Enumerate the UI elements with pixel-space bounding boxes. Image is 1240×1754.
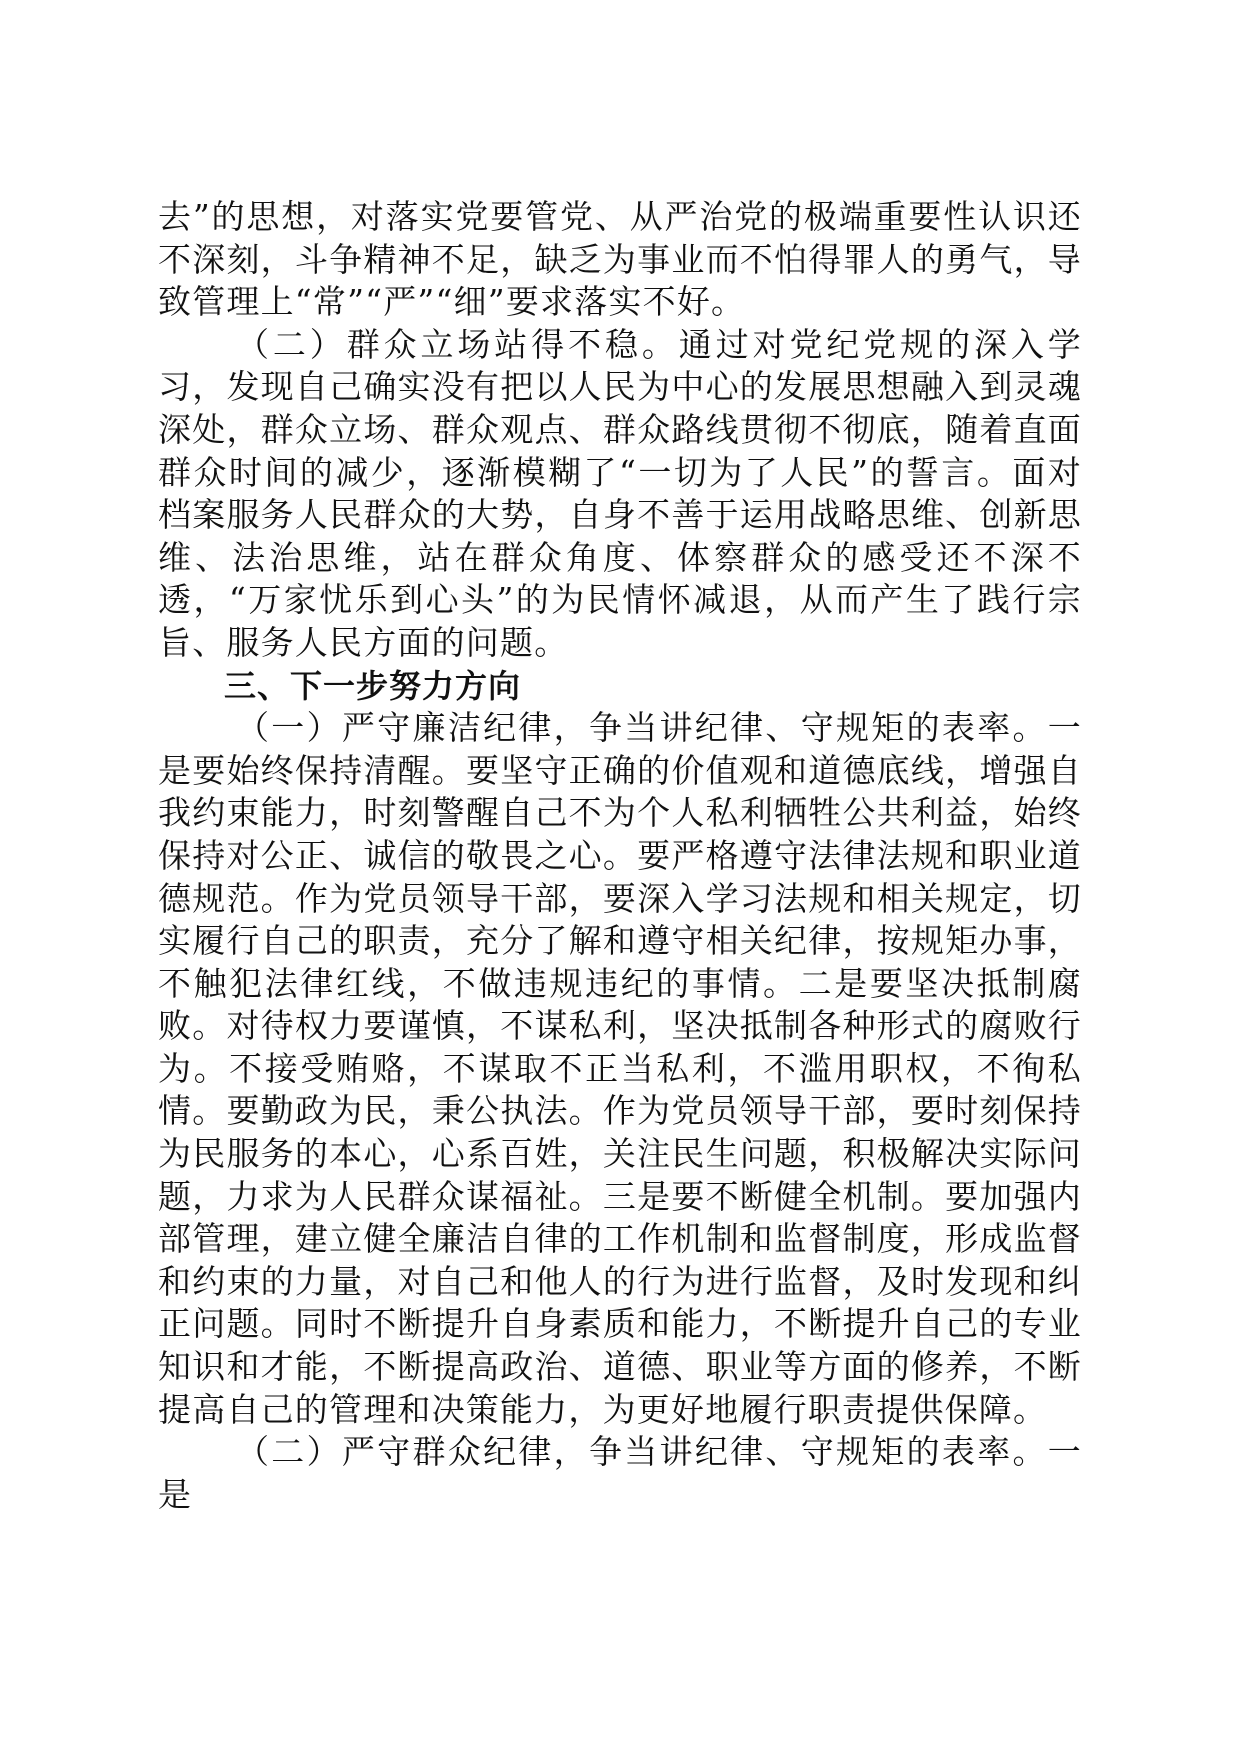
section-heading-next-steps: 三、下一步努力方向: [224, 666, 522, 705]
paragraph-continuation: 去”的思想，对落实党要管党、从严治党的极端重要性认识还不深刻，斗争精神不足，缺乏为事业而不怕得罪人的勇气，导致管理上“常”“严”“细”要求落实不好。: [158, 197, 1082, 322]
paragraph-mass-discipline: （二）严守群众纪律，争当讲纪律、守规矩的表率。一是: [158, 1432, 1082, 1514]
document-body: [158, 196, 1082, 1516]
paragraph-integrity-discipline: （一）严守廉洁纪律，争当讲纪律、守规矩的表率。一是要始终保持清醒。要坚守正确的价值观和道德底线，增强自我约束能力，时刻警醒自己不为个人私利牺牲公共利益，始终保持对公正、诚信的敬畏之心。要严格遵守法律法规和职业道德规范。作为党员领导干部，要深入学习法规和相关规定，切实履行自己的职责，充分了解和遵守相关纪律，按规矩办事，不触犯法律红线，不做违规违纪的事情。二是要坚决抵制腐败。对待权力要谨慎，不谋私利，坚决抵制各种形式的腐败行为。不接受贿赂，不谋取不正当私利，不滥用职权，不徇私情。要勤政为民，秉公执法。作为党员领导干部，要时刻保持为民服务的本心，心系百姓，关注民生问题，积极解决实际问题，力求为人民群众谋福祉。三是要不断健全机制。要加强内部管理，建立健全廉洁自律的工作机制和监督制度，形成监督和约束的力量，对自己和他人的行为进行监督，及时发现和纠正问题。同时不断提升自身素质和能力，不断提升自己的专业知识和才能，不断提高政治、道德、职业等方面的修养，不断提高自己的管理和决策能力，为更好地履行职责提供保障。: [158, 708, 1082, 1429]
paragraph-mass-stance: （二）群众立场站得不稳。通过对党纪党规的深入学习，发现自己确实没有把以人民为中心的发展思想融入到灵魂深处，群众立场、群众观点、群众路线贯彻不彻底，随着直面群众时间的减少，逐渐模糊了“一切为了人民”的誓言。面对档案服务人民群众的大势，自身不善于运用战略思维、创新思维、法治思维，站在群众角度、体察群众的感受还不深不透，“万家忧乐到心头”的为民情怀减退，从而产生了践行宗旨、服务人民方面的问题。: [158, 324, 1082, 662]
